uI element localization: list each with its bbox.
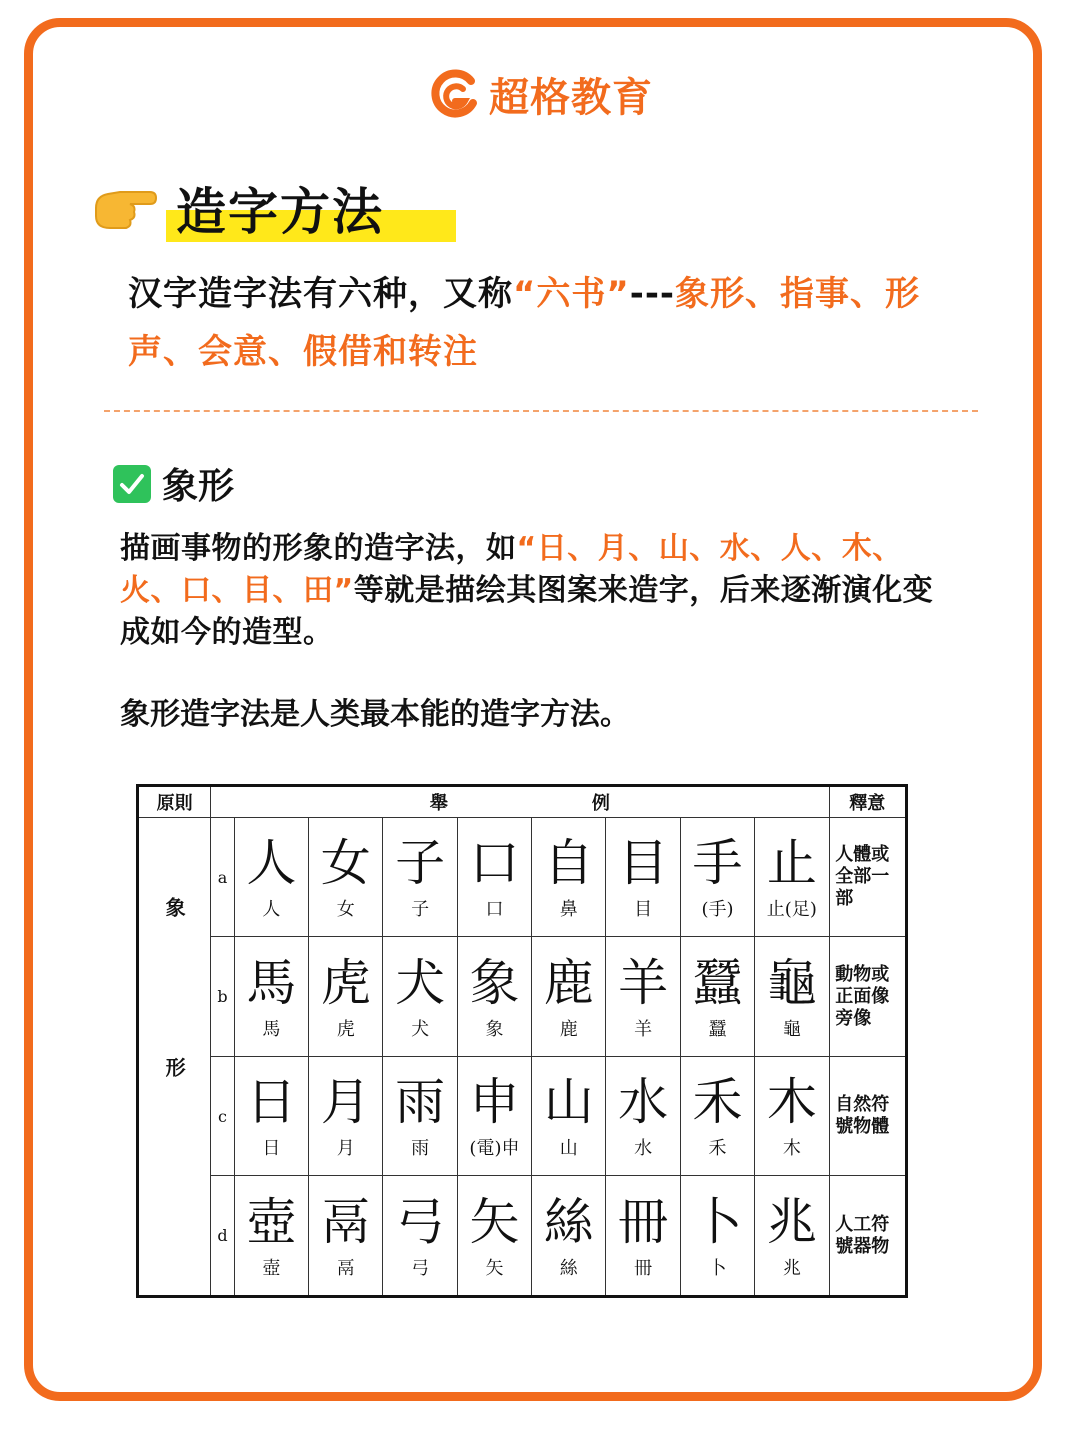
brand-name: 超格教育 — [489, 75, 653, 121]
ancient-glyph: 禾 — [692, 1073, 743, 1132]
ancient-glyph: 羊 — [618, 953, 669, 1012]
glyph-cell — [383, 1176, 457, 1297]
glyph-cell — [755, 1056, 829, 1175]
glyph-gloss: 水 — [634, 1138, 653, 1160]
glyph-gloss: 人 — [262, 899, 281, 921]
glyph-gloss: 象 — [485, 1018, 504, 1040]
glyph-gloss: 日 — [262, 1138, 281, 1160]
header-examples: 舉 例 — [211, 786, 829, 818]
glyph-cell — [457, 937, 531, 1056]
glyph-cell — [755, 1176, 829, 1297]
glyph-cell — [532, 1176, 606, 1297]
ancient-glyph: 子 — [395, 834, 446, 893]
glyph-gloss: 禾 — [708, 1138, 727, 1160]
glyph-gloss: 絲 — [559, 1257, 578, 1279]
glyph-gloss: 止(足) — [766, 899, 817, 921]
glyph-cell — [234, 818, 308, 937]
glyph-cell — [680, 1056, 754, 1175]
ancient-glyph: 女 — [320, 834, 371, 893]
glyph-gloss: 馬 — [262, 1018, 281, 1040]
row-key: c — [211, 1056, 234, 1175]
glyph-cell — [383, 1056, 457, 1175]
ancient-glyph: 日 — [246, 1073, 297, 1132]
ancient-glyph: 木 — [766, 1073, 817, 1132]
glyph-gloss: 雨 — [411, 1138, 430, 1160]
glyph-gloss: 鹿 — [559, 1018, 578, 1040]
glyph-cell — [532, 1056, 606, 1175]
glyph-cell — [309, 1176, 383, 1297]
ancient-glyph: 申 — [469, 1073, 520, 1132]
ancient-glyph: 象 — [469, 953, 520, 1012]
intro-part1: 汉字造字法有六种，又称 — [128, 274, 513, 314]
row-meaning-text: 自然符號物體 — [835, 1094, 890, 1138]
glyph-cell — [383, 818, 457, 937]
glyph-cell — [234, 937, 308, 1056]
glyph-cell — [755, 818, 829, 937]
ancient-glyph: 龜 — [766, 953, 817, 1012]
ancient-glyph: 鹿 — [543, 953, 594, 1012]
ancient-glyph: 馬 — [246, 953, 297, 1012]
glyph-gloss: 子 — [411, 899, 430, 921]
glyph-cell — [309, 1056, 383, 1175]
ancient-glyph: 水 — [618, 1073, 669, 1132]
ancient-glyph: 月 — [320, 1073, 371, 1132]
table-row — [138, 1176, 907, 1297]
ancient-glyph: 蠶 — [692, 953, 743, 1012]
dashed-divider — [104, 410, 978, 412]
description-examples: “日、月、山、水、人、木、火、口、目、田” — [120, 531, 903, 608]
glyph-gloss: 犬 — [411, 1018, 430, 1040]
ancient-glyph: 矢 — [469, 1192, 520, 1251]
subsection-title: 象形 — [162, 466, 235, 507]
ancient-glyph: 止 — [766, 834, 817, 893]
table-row — [138, 1056, 907, 1175]
glyph-gloss: 弓 — [411, 1257, 430, 1279]
glyph-cell — [532, 818, 606, 937]
glyph-gloss: 女 — [336, 899, 355, 921]
intro-dashes: --- — [629, 274, 676, 314]
description-part3: 等就是描绘其图案来造字，后来逐渐演化变成如今的造型。 — [120, 573, 934, 650]
glyph-cell — [680, 937, 754, 1056]
ancient-glyph: 壺 — [246, 1192, 297, 1251]
glyph-gloss: (手) — [701, 899, 734, 921]
glyph-gloss: (電)申 — [469, 1138, 520, 1160]
glyph-gloss: 口 — [485, 899, 504, 921]
glyph-gloss: 羊 — [634, 1018, 653, 1040]
ancient-glyph: 弓 — [395, 1192, 446, 1251]
section-heading — [90, 168, 384, 248]
pictograph-table — [136, 784, 908, 1298]
description-part1: 描画事物的形象的造字法，如 — [120, 531, 517, 566]
brand-header — [0, 66, 1080, 123]
ancient-glyph: 絲 — [543, 1192, 594, 1251]
glyph-cell — [606, 818, 680, 937]
glyph-cell — [755, 937, 829, 1056]
checkmark-icon — [112, 464, 152, 504]
glyph-gloss: 卜 — [708, 1257, 727, 1279]
glyph-cell — [234, 1176, 308, 1297]
glyph-gloss: 鬲 — [336, 1257, 355, 1279]
intro-methods-list: 象形、指事、形声、会意、假借和转注 — [128, 274, 921, 372]
glyph-gloss: 木 — [782, 1138, 801, 1160]
glyph-cell — [457, 1176, 531, 1297]
glyph-gloss: 矢 — [485, 1257, 504, 1279]
glyph-cell — [309, 937, 383, 1056]
glyph-cell — [680, 1176, 754, 1297]
row-meaning-text: 人體或全部一部 — [835, 844, 890, 910]
table-row — [138, 818, 907, 937]
brand-logo-icon — [427, 67, 483, 123]
subsection-heading — [112, 458, 234, 509]
glyph-cell — [309, 818, 383, 937]
table-header-row — [138, 786, 907, 818]
glyph-gloss: 冊 — [634, 1257, 653, 1279]
ancient-glyph: 目 — [618, 834, 669, 893]
ancient-glyph: 卜 — [692, 1192, 743, 1251]
glyph-gloss: 蠶 — [708, 1018, 727, 1040]
glyph-gloss: 虎 — [336, 1018, 355, 1040]
ancient-glyph: 雨 — [395, 1073, 446, 1132]
glyph-gloss: 壺 — [262, 1257, 281, 1279]
glyph-cell — [532, 937, 606, 1056]
description-conclusion: 象形造字法是人类最本能的造字方法。 — [120, 697, 630, 732]
ancient-glyph: 鬲 — [320, 1192, 371, 1251]
intro-six-scripts: “六书” — [513, 274, 630, 314]
glyph-cell — [383, 937, 457, 1056]
glyph-gloss: 鼻 — [559, 899, 578, 921]
row-key: d — [211, 1176, 234, 1297]
row-key: a — [211, 818, 234, 937]
glyph-table — [136, 784, 908, 1298]
glyph-gloss: 月 — [336, 1138, 355, 1160]
ancient-glyph: 犬 — [395, 953, 446, 1012]
glyph-cell — [606, 937, 680, 1056]
ancient-glyph: 山 — [543, 1073, 594, 1132]
ancient-glyph: 冊 — [618, 1192, 669, 1251]
section-title: 造字方法 — [176, 183, 384, 241]
ancient-glyph: 虎 — [320, 953, 371, 1012]
glyph-cell — [457, 1056, 531, 1175]
header-meaning: 釋意 — [829, 786, 907, 818]
glyph-cell — [606, 1056, 680, 1175]
ancient-glyph: 人 — [246, 834, 297, 893]
intro-text — [128, 265, 988, 381]
glyph-gloss: 兆 — [782, 1257, 801, 1279]
row-meaning — [829, 937, 907, 1056]
row-meaning-text: 人工符號器物 — [835, 1213, 890, 1257]
row-key: b — [211, 937, 234, 1056]
ancient-glyph: 兆 — [766, 1192, 817, 1251]
glyph-gloss: 龜 — [782, 1018, 801, 1040]
principle-label: 象形 — [138, 818, 211, 1297]
row-meaning-text: 動物或正面像旁像 — [835, 963, 890, 1029]
row-meaning — [829, 1056, 907, 1175]
row-meaning — [829, 1176, 907, 1297]
ancient-glyph: 自 — [543, 834, 594, 893]
row-meaning — [829, 818, 907, 937]
ancient-glyph: 口 — [469, 834, 520, 893]
table-body — [138, 818, 907, 1297]
glyph-gloss: 山 — [559, 1138, 578, 1160]
header-principle: 原則 — [138, 786, 211, 818]
description-text — [120, 528, 960, 654]
glyph-cell — [680, 818, 754, 937]
glyph-cell — [606, 1176, 680, 1297]
glyph-cell — [457, 818, 531, 937]
glyph-gloss: 目 — [634, 899, 653, 921]
ancient-glyph: 手 — [692, 834, 743, 893]
pointing-hand-icon — [90, 178, 160, 238]
table-row — [138, 937, 907, 1056]
glyph-cell — [234, 1056, 308, 1175]
